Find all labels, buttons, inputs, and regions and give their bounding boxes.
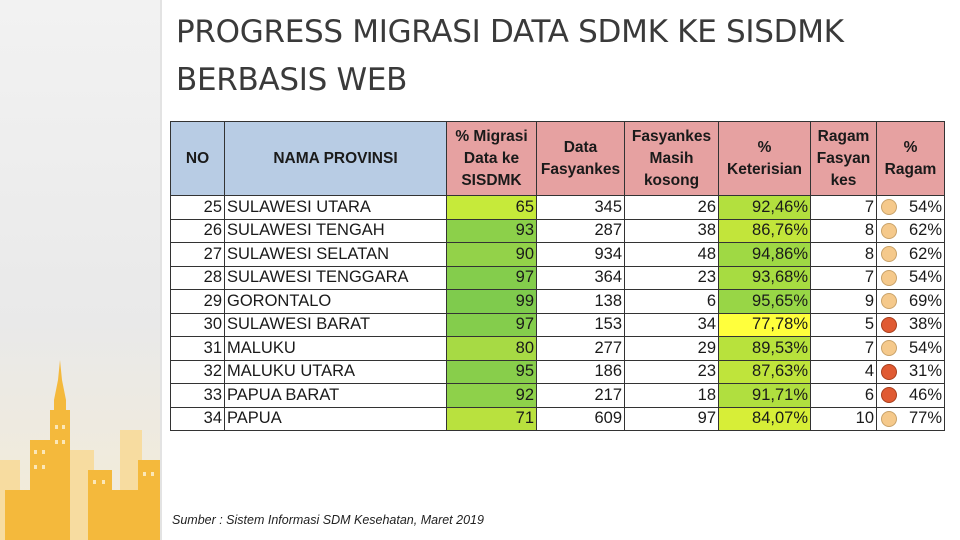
table-row: [171, 196, 945, 220]
cell-data-fasyankes: 217: [537, 384, 625, 408]
table-row: [171, 243, 945, 267]
ragam-percent-value: 62%: [908, 221, 942, 240]
cell-ragam-percent: [877, 196, 945, 220]
cell-ragam-percent: [877, 337, 945, 361]
cell-fasyankes-kosong: 6: [625, 290, 719, 314]
cell-data-fasyankes: 277: [537, 337, 625, 361]
cell-keterisian: 84,07%: [719, 407, 811, 431]
header-migrasi: % Migrasi Data ke SISDMK: [447, 122, 537, 196]
cell-data-fasyankes: 153: [537, 313, 625, 337]
cell-data-fasyankes: 138: [537, 290, 625, 314]
cell-fasyankes-kosong: 29: [625, 337, 719, 361]
cell-province: MALUKU UTARA: [225, 360, 447, 384]
cell-no: 34: [171, 407, 225, 431]
cell-province: PAPUA BARAT: [225, 384, 447, 408]
ragam-percent-value: 46%: [908, 385, 942, 404]
cell-no: 25: [171, 196, 225, 220]
amber-indicator-icon: [881, 293, 897, 309]
cell-migrasi: 80: [447, 337, 537, 361]
cell-province: SULAWESI SELATAN: [225, 243, 447, 267]
cell-ragam-percent: [877, 290, 945, 314]
amber-indicator-icon: [881, 223, 897, 239]
cell-ragam-fasyankes: 6: [811, 384, 877, 408]
cell-ragam-percent: [877, 219, 945, 243]
cell-ragam-fasyankes: 7: [811, 266, 877, 290]
ragam-percent-value: 54%: [908, 268, 942, 287]
ragam-percent-value: 54%: [908, 338, 942, 357]
table-header-row: [171, 122, 945, 196]
cell-ragam-fasyankes: 4: [811, 360, 877, 384]
cell-ragam-fasyankes: 8: [811, 243, 877, 267]
cell-fasyankes-kosong: 48: [625, 243, 719, 267]
cell-no: 32: [171, 360, 225, 384]
amber-indicator-icon: [881, 199, 897, 215]
cell-ragam-fasyankes: 10: [811, 407, 877, 431]
cell-ragam-fasyankes: 9: [811, 290, 877, 314]
cell-data-fasyankes: 186: [537, 360, 625, 384]
cell-keterisian: 77,78%: [719, 313, 811, 337]
cell-ragam-percent: [877, 407, 945, 431]
header-keterisian: % Keterisian: [719, 122, 811, 196]
cell-data-fasyankes: 934: [537, 243, 625, 267]
cell-province: SULAWESI BARAT: [225, 313, 447, 337]
cell-no: 29: [171, 290, 225, 314]
table-row: [171, 407, 945, 431]
amber-indicator-icon: [881, 411, 897, 427]
cell-province: SULAWESI TENGGARA: [225, 266, 447, 290]
table-row: [171, 360, 945, 384]
source-note: Sumber : Sistem Informasi SDM Kesehatan, Maret 2019: [172, 513, 484, 527]
cell-keterisian: 95,65%: [719, 290, 811, 314]
ragam-percent-value: 69%: [908, 291, 942, 310]
cell-keterisian: 93,68%: [719, 266, 811, 290]
cell-ragam-fasyankes: 5: [811, 313, 877, 337]
table-row: [171, 313, 945, 337]
cell-migrasi: 71: [447, 407, 537, 431]
cell-ragam-percent: [877, 384, 945, 408]
slide-title: PROGRESS MIGRASI DATA SDMK KE SISDMK BERBASIS WEB: [176, 14, 844, 98]
cell-no: 31: [171, 337, 225, 361]
cell-keterisian: 92,46%: [719, 196, 811, 220]
cell-ragam-percent: [877, 266, 945, 290]
cell-no: 27: [171, 243, 225, 267]
cell-ragam-fasyankes: 8: [811, 219, 877, 243]
cell-no: 33: [171, 384, 225, 408]
ragam-percent-value: 54%: [908, 197, 942, 216]
cell-fasyankes-kosong: 97: [625, 407, 719, 431]
red-indicator-icon: [881, 364, 897, 380]
ragam-percent-value: 38%: [908, 315, 942, 334]
cell-province: SULAWESI UTARA: [225, 196, 447, 220]
cell-ragam-fasyankes: 7: [811, 196, 877, 220]
amber-indicator-icon: [881, 246, 897, 262]
red-indicator-icon: [881, 387, 897, 403]
cell-province: PAPUA: [225, 407, 447, 431]
cell-keterisian: 89,53%: [719, 337, 811, 361]
cell-data-fasyankes: 287: [537, 219, 625, 243]
cell-no: 26: [171, 219, 225, 243]
cell-fasyankes-kosong: 23: [625, 266, 719, 290]
cell-migrasi: 99: [447, 290, 537, 314]
amber-indicator-icon: [881, 340, 897, 356]
cell-migrasi: 93: [447, 219, 537, 243]
header-province: NAMA PROVINSI: [225, 122, 447, 196]
cell-fasyankes-kosong: 26: [625, 196, 719, 220]
cell-fasyankes-kosong: 18: [625, 384, 719, 408]
cell-fasyankes-kosong: 38: [625, 219, 719, 243]
cell-data-fasyankes: 364: [537, 266, 625, 290]
cell-migrasi: 97: [447, 266, 537, 290]
table-row: [171, 266, 945, 290]
table-row: [171, 337, 945, 361]
table-row: [171, 290, 945, 314]
amber-indicator-icon: [881, 270, 897, 286]
table-row: [171, 219, 945, 243]
cell-ragam-percent: [877, 360, 945, 384]
header-fasyankes-kosong: Fasyankes Masih kosong: [625, 122, 719, 196]
cell-province: MALUKU: [225, 337, 447, 361]
red-indicator-icon: [881, 317, 897, 333]
province-progress-table: [170, 121, 945, 431]
cell-keterisian: 86,76%: [719, 219, 811, 243]
header-data-fasyankes: Data Fasyankes: [537, 122, 625, 196]
sidebar-decoration: [0, 0, 162, 540]
cell-migrasi: 95: [447, 360, 537, 384]
cell-ragam-percent: [877, 243, 945, 267]
cell-keterisian: 91,71%: [719, 384, 811, 408]
ragam-percent-value: 77%: [908, 409, 942, 428]
cell-province: GORONTALO: [225, 290, 447, 314]
table-row: [171, 384, 945, 408]
city-skyline-graphic: [0, 340, 160, 540]
header-no: NO: [171, 122, 225, 196]
header-ragam-fasyankes: Ragam Fasyan kes: [811, 122, 877, 196]
cell-migrasi: 92: [447, 384, 537, 408]
cell-no: 30: [171, 313, 225, 337]
header-ragam-percent: % Ragam: [877, 122, 945, 196]
cell-migrasi: 97: [447, 313, 537, 337]
cell-fasyankes-kosong: 34: [625, 313, 719, 337]
cell-keterisian: 87,63%: [719, 360, 811, 384]
cell-fasyankes-kosong: 23: [625, 360, 719, 384]
ragam-percent-value: 31%: [908, 362, 942, 381]
cell-data-fasyankes: 609: [537, 407, 625, 431]
cell-ragam-percent: [877, 313, 945, 337]
cell-migrasi: 90: [447, 243, 537, 267]
cell-keterisian: 94,86%: [719, 243, 811, 267]
cell-province: SULAWESI TENGAH: [225, 219, 447, 243]
ragam-percent-value: 62%: [908, 244, 942, 263]
cell-no: 28: [171, 266, 225, 290]
cell-ragam-fasyankes: 7: [811, 337, 877, 361]
cell-migrasi: 65: [447, 196, 537, 220]
cell-data-fasyankes: 345: [537, 196, 625, 220]
